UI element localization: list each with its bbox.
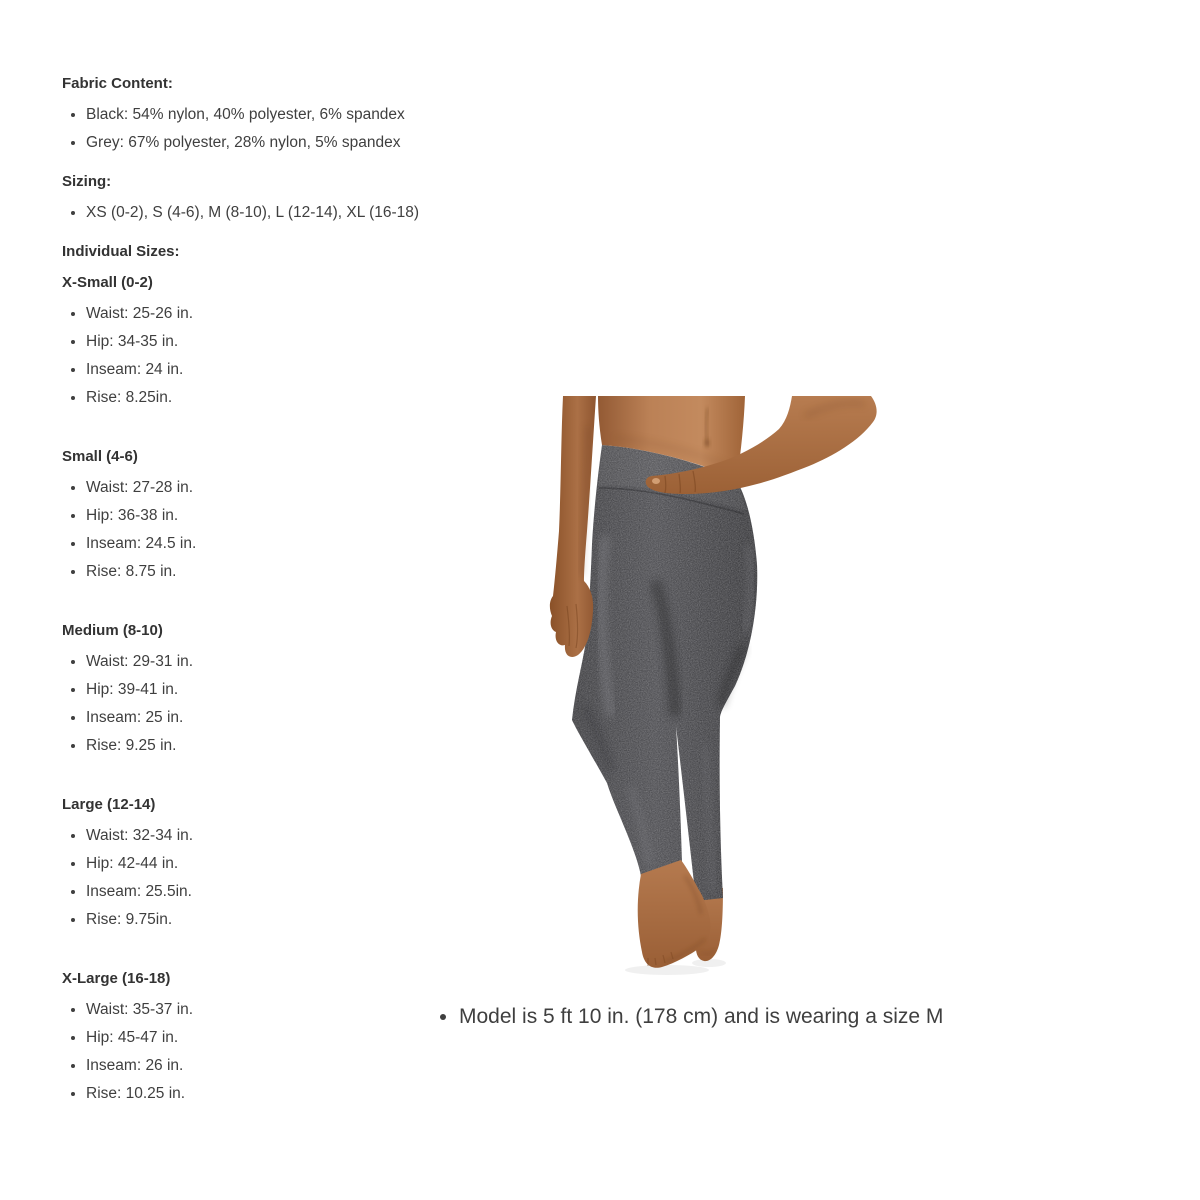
measurement-inseam: • Inseam: 25.5in.: [86, 882, 532, 901]
measurement-hip: • Hip: 39-41 in.: [86, 680, 532, 699]
measurement-waist: • Waist: 27-28 in.: [86, 478, 532, 497]
fabric-content-heading: Fabric Content:: [62, 75, 173, 92]
model-note-item: • Model is 5 ft 10 in. (178 cm) and is wearing a size M: [459, 1003, 1145, 1030]
measurement-inseam: • Inseam: 25 in.: [86, 708, 532, 727]
individual-sizes-heading: Individual Sizes:: [62, 243, 180, 260]
measurement-waist: • Waist: 35-37 in.: [86, 1000, 532, 1019]
size-block-xsmall: [62, 273, 532, 407]
measurement-hip: • Hip: 36-38 in.: [86, 506, 532, 525]
measurement-rise: • Rise: 9.25 in.: [86, 736, 532, 755]
product-photo: [515, 396, 885, 996]
size-name: X-Small (0-2): [62, 274, 153, 291]
size-measurements-list: [62, 304, 532, 407]
size-name: Large (12-14): [62, 796, 156, 813]
measurement-hip: • Hip: 34-35 in.: [86, 332, 532, 351]
sizing-range-item: • XS (0-2), S (4-6), M (8-10), L (12-14), XL (16-18): [86, 203, 532, 222]
measurement-rise: • Rise: 8.25in.: [86, 388, 532, 407]
size-measurements-list: [62, 478, 532, 581]
measurement-waist: • Waist: 25-26 in.: [86, 304, 532, 323]
size-block-medium: [62, 621, 532, 755]
fabric-item-grey: • Grey: 67% polyester, 28% nylon, 5% spandex: [86, 133, 532, 152]
size-guide-panel: [62, 74, 532, 1143]
individual-sizes-section: [62, 242, 532, 1103]
leggings: [572, 445, 757, 901]
size-measurements-list: [62, 826, 532, 929]
model-note: [425, 1003, 1145, 1030]
fingernail: [652, 478, 660, 484]
fabric-content-list: [62, 105, 532, 152]
measurement-hip: • Hip: 45-47 in.: [86, 1028, 532, 1047]
size-name: X-Large (16-18): [62, 970, 171, 987]
size-block-xlarge: [62, 969, 532, 1103]
sizing-section: [62, 172, 532, 222]
size-name: Small (4-6): [62, 448, 138, 465]
sizing-list: [62, 203, 532, 222]
model-leggings-photo: [515, 396, 885, 996]
fabric-item-black: • Black: 54% nylon, 40% polyester, 6% spandex: [86, 105, 532, 124]
size-block-large: [62, 795, 532, 929]
measurement-hip: • Hip: 42-44 in.: [86, 854, 532, 873]
measurement-rise: • Rise: 9.75in.: [86, 910, 532, 929]
model-note-list: [425, 1003, 1145, 1030]
measurement-inseam: • Inseam: 26 in.: [86, 1056, 532, 1075]
measurement-inseam: • Inseam: 24.5 in.: [86, 534, 532, 553]
measurement-rise: • Rise: 10.25 in.: [86, 1084, 532, 1103]
measurement-waist: • Waist: 32-34 in.: [86, 826, 532, 845]
size-block-small: [62, 447, 532, 581]
size-name: Medium (8-10): [62, 622, 163, 639]
ground-shadow-front: [625, 965, 709, 975]
measurement-waist: • Waist: 29-31 in.: [86, 652, 532, 671]
navel: [704, 439, 709, 447]
sizing-heading: Sizing:: [62, 173, 112, 190]
measurement-inseam: • Inseam: 24 in.: [86, 360, 532, 379]
left-arm: [550, 396, 596, 657]
size-measurements-list: [62, 652, 532, 755]
fabric-content-section: [62, 74, 532, 152]
measurement-rise: • Rise: 8.75 in.: [86, 562, 532, 581]
